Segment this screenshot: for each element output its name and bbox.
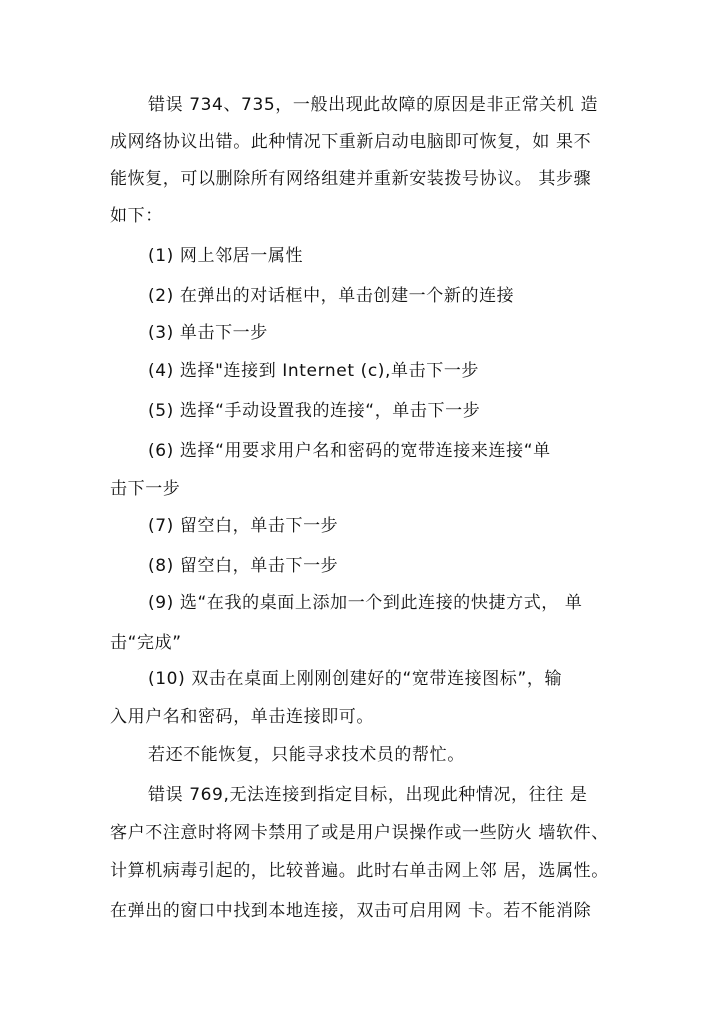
list-item: (6) 选择“用要求用户名和密码的宽带连接来连接“单 bbox=[148, 441, 551, 461]
list-item: (8) 留空白，单击下一步 bbox=[148, 556, 339, 576]
list-item: (10) 双击在桌面上刚刚创建好的“宽带连接图标”，输 bbox=[148, 669, 563, 689]
list-item: 击下一步 bbox=[110, 479, 181, 499]
list-item: (2) 在弹出的对话框中，单击创建一个新的连接 bbox=[148, 286, 515, 306]
paragraph-line: 若还不能恢复，只能寻求技术员的帮忙。 bbox=[148, 745, 465, 765]
paragraph-line: 客户不注意时将网卡禁用了或是用户误操作或一些防火 墙软件、 bbox=[110, 823, 609, 843]
paragraph-line: 在弹出的窗口中找到本地连接，双击可启用网 卡。若不能消除 bbox=[110, 901, 592, 921]
paragraph-line: 能恢复，可以删除所有网络组建并重新安装拨号协议。 其步骤 bbox=[110, 169, 592, 189]
paragraph-line: 计算机病毒引起的，比较普遍。此时右单击网上邻 居，选属性。 bbox=[110, 861, 609, 881]
paragraph-line: 错误 769,无法连接到指定目标，出现此种情况，往往 是 bbox=[148, 785, 588, 805]
list-item: (9) 选“在我的桌面上添加一个到此连接的快捷方式， 单 bbox=[148, 593, 583, 613]
list-item: (5) 选择“手动设置我的连接“，单击下一步 bbox=[148, 401, 481, 421]
paragraph-line: 错误 734、735，一般出现此故障的原因是非正常关机 造 bbox=[148, 95, 599, 115]
list-item: (4) 选择"连接到 Internet (c),单击下一步 bbox=[148, 361, 480, 381]
list-item: (3) 单击下一步 bbox=[148, 323, 268, 343]
list-item: 击“完成” bbox=[110, 633, 182, 653]
list-item: 入用户名和密码，单击连接即可。 bbox=[110, 707, 374, 727]
list-item: (7) 留空白，单击下一步 bbox=[148, 516, 339, 536]
list-item: (1) 网上邻居一属性 bbox=[148, 246, 304, 266]
paragraph-line: 成网络协议出错。此种情况下重新启动电脑即可恢复，如 果不 bbox=[110, 132, 592, 152]
paragraph-line: 如下： bbox=[110, 206, 163, 226]
